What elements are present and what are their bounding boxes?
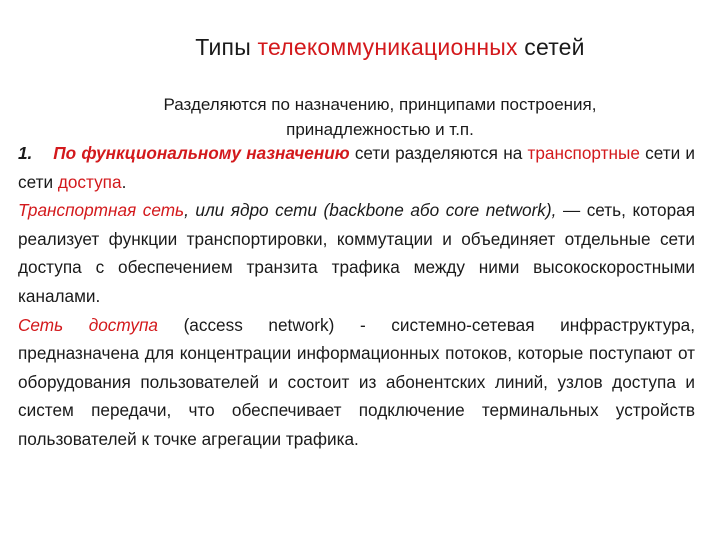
transport-network-description: — сеть, которая реализует функции транспортировки, коммутации и объединяет отдельные сети доступа с обеспечением транзита трафика между ними высокоскоростными каналами. bbox=[18, 200, 695, 306]
title-highlight: телекоммуникационных bbox=[257, 34, 518, 60]
title-part-1: Типы bbox=[195, 34, 258, 60]
title-part-3: сетей bbox=[517, 34, 585, 60]
page-title bbox=[0, 34, 720, 61]
functional-purpose-term: По функциональному назначению bbox=[53, 143, 350, 163]
transport-network-term: Транспортная сеть bbox=[18, 200, 185, 221]
p1-text-1: сети разделяются на bbox=[349, 143, 528, 163]
access-network-term: Сеть доступа bbox=[18, 314, 158, 335]
paragraph-functional-purpose bbox=[18, 139, 695, 196]
list-number: 1. bbox=[18, 143, 33, 163]
body-text bbox=[18, 139, 695, 454]
paragraph-transport-network bbox=[18, 196, 695, 310]
p1-text-2: сети и сети bbox=[18, 143, 695, 192]
access-network-definition: (access network) - системно-сетевая инфраструктура, предназначена для концентрации информационных потоков, которые поступают от оборудования пользователей и состоит из абонентских линий, узлов доступа и систем передачи, что обеспечивает подключение терминальных устройств пользователей к точке агрегации трафика. bbox=[18, 314, 695, 449]
paragraph-access-network bbox=[18, 311, 695, 454]
subtitle-line-1: Разделяются по назначению, принципами построения, bbox=[163, 95, 597, 114]
p1-text-3: . bbox=[121, 171, 127, 192]
transport-term: транспортные bbox=[527, 143, 640, 163]
access-term: доступа bbox=[57, 171, 122, 192]
transport-network-alias: , или ядро сети (backbone або core network), bbox=[184, 200, 557, 221]
subtitle bbox=[0, 92, 720, 142]
subtitle-line-2: принадлежностью и т.п. bbox=[286, 120, 474, 139]
